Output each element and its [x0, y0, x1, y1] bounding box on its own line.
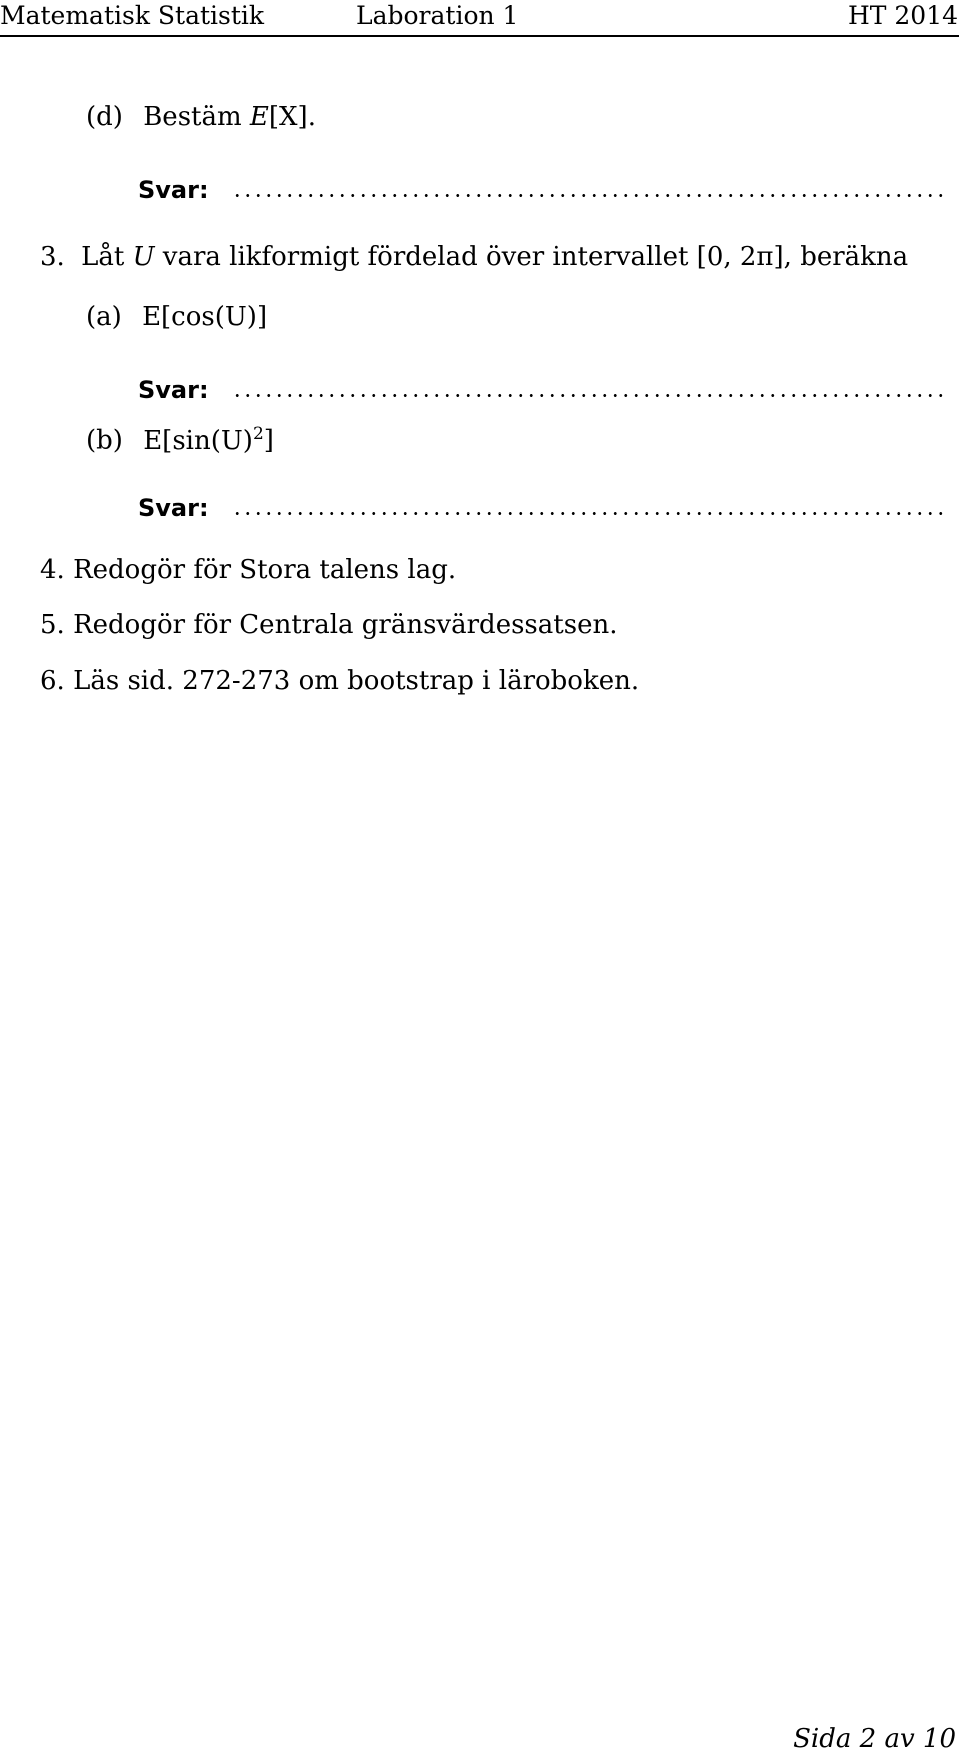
header-center-title: Laboration 1: [356, 1, 519, 30]
answer-dots-d: [232, 194, 946, 198]
question-3-text-b: vara likformigt fördelad över intervallet [0, 2π], beräkna: [162, 242, 909, 272]
question-4: 4. Redogör för Stora talens lag.: [40, 555, 457, 585]
question-3: [40, 240, 908, 274]
question-6: 6. Läs sid. 272-273 om bootstrap i läroboken.: [40, 666, 640, 696]
item-3a-label: (a): [86, 302, 122, 332]
answer-dots-3b: [232, 512, 946, 516]
item-d-label: (d): [86, 102, 123, 132]
header-right-term: HT 2014: [847, 1, 958, 30]
item-3b-close: ]: [263, 425, 274, 456]
item-3b: [86, 417, 274, 458]
item-3b-expression: E[sin(U): [143, 425, 253, 456]
question-3-text-a: Låt: [81, 242, 125, 272]
svar-label-d: Svar:: [138, 176, 209, 204]
item-d-text: Bestäm: [143, 102, 242, 132]
question-3-number: 3.: [40, 242, 65, 272]
item-d-math-x: [X].: [268, 102, 316, 132]
item-3b-label: (b): [86, 425, 123, 456]
header-left-title: Matematisk Statistik: [0, 1, 265, 30]
svar-label-3b: Svar:: [138, 494, 209, 522]
item-d: [86, 100, 316, 134]
header-rule: [0, 35, 959, 37]
item-d-math-e: E: [249, 102, 269, 132]
answer-dots-3a: [232, 394, 946, 398]
svar-label-3a: Svar:: [138, 376, 209, 404]
question-5: 5. Redogör för Centrala gränsvärdessatsen.: [40, 610, 618, 640]
item-3b-exponent: 2: [252, 424, 264, 444]
item-3a: [86, 300, 267, 334]
item-3a-expression: E[cos(U)]: [142, 302, 268, 332]
page-number: Sida 2 av 10: [793, 1724, 956, 1754]
question-3-variable: U: [132, 242, 155, 272]
